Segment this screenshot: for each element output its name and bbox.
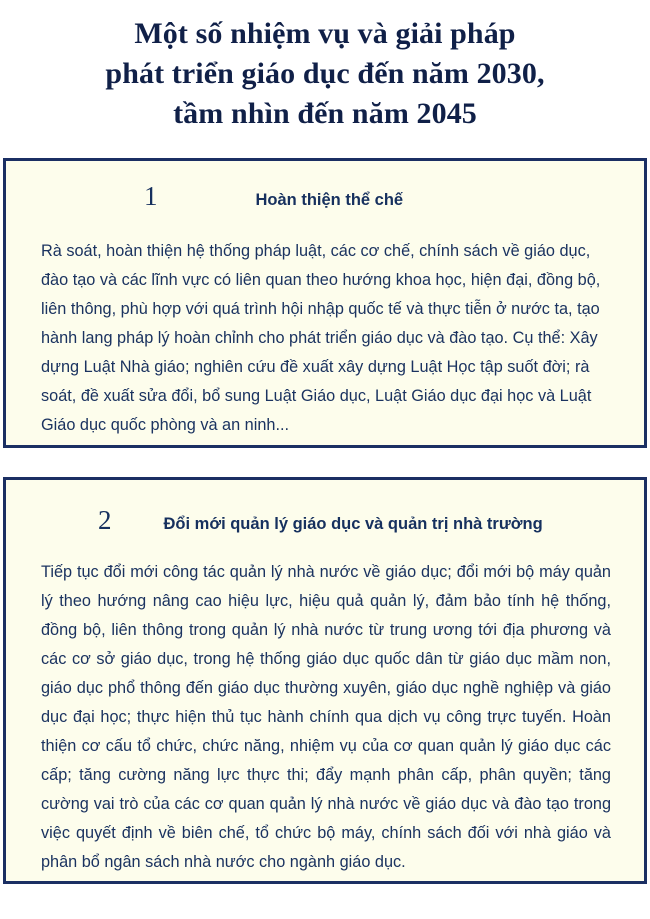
page-title-line-1: Một số nhiệm vụ và giải pháp [134,17,516,50]
card-2-body-text: Tiếp tục đổi mới công tác quản lý nhà nước về giáo dục; đổi mới bộ máy quản lý theo hướng nâng cao hiệu lực, hiệu quả quản lý, đảm bảo tính hệ thống, đồng bộ, liên thông trong quản lý nhà nước từ trung ương tới địa phương và các cơ sở giáo dục, trong hệ thống giáo dục quốc dân từ giáo dục mầm non, giáo dục phổ thông đến giáo dục thường xuyên, giáo dục nghề nghiệp và giáo dục đại học; thực hiện thủ tục hành chính qua dịch vụ công trực tuyến. Hoàn thiện cơ cấu tổ chức, chức năng, nhiệm vụ của cơ quan quản lý giáo dục các cấp; tăng cường năng lực thực thi; đẩy mạnh phân cấp, phân quyền; tăng cường vai trò của các cơ quan quản lý nhà nước về giáo dục và đào tạo trong việc quyết định về biên chế, tổ chức bộ máy, chính sách đối với nhà giáo và phân bổ ngân sách nhà nước cho ngành giáo dục. [41,563,611,871]
card-2-number: 2 [98,505,112,535]
page-title [0,0,650,134]
card-1-heading: Hoàn thiện thể chế [255,191,404,209]
task-card-2 [3,477,647,884]
page-title-line-2: phát triển giáo dục đến năm 2030, [105,57,545,90]
card-1-number: 1 [144,181,158,211]
card-1-body-text: Rà soát, hoàn thiện hệ thống pháp luật, các cơ chế, chính sách về giáo dục, đào tạo và các lĩnh vực có liên quan theo hướng khoa học, hiện đại, đồng bộ, liên thông, phù hợp với quá trình hội nhập quốc tế và thực tiễn ở nước ta, tạo hành lang pháp lý hoàn chỉnh cho phát triển giáo dục và đào tạo. Cụ thể: Xây dựng Luật Nhà giáo; nghiên cứu đề xuất xây dựng Luật Học tập suốt đời; rà soát, đề xuất sửa đổi, bổ sung Luật Giáo dục, Luật Giáo dục đại học và Luật Giáo dục quốc phòng và an ninh... [41,242,601,434]
page-title-line-3: tầm nhìn đến năm 2045 [173,97,477,130]
task-card-1 [3,158,647,448]
card-2-heading: Đổi mới quản lý giáo dục và quản trị nhà trường [163,515,543,533]
card-2-header [6,480,644,534]
card-1-header [6,161,644,210]
